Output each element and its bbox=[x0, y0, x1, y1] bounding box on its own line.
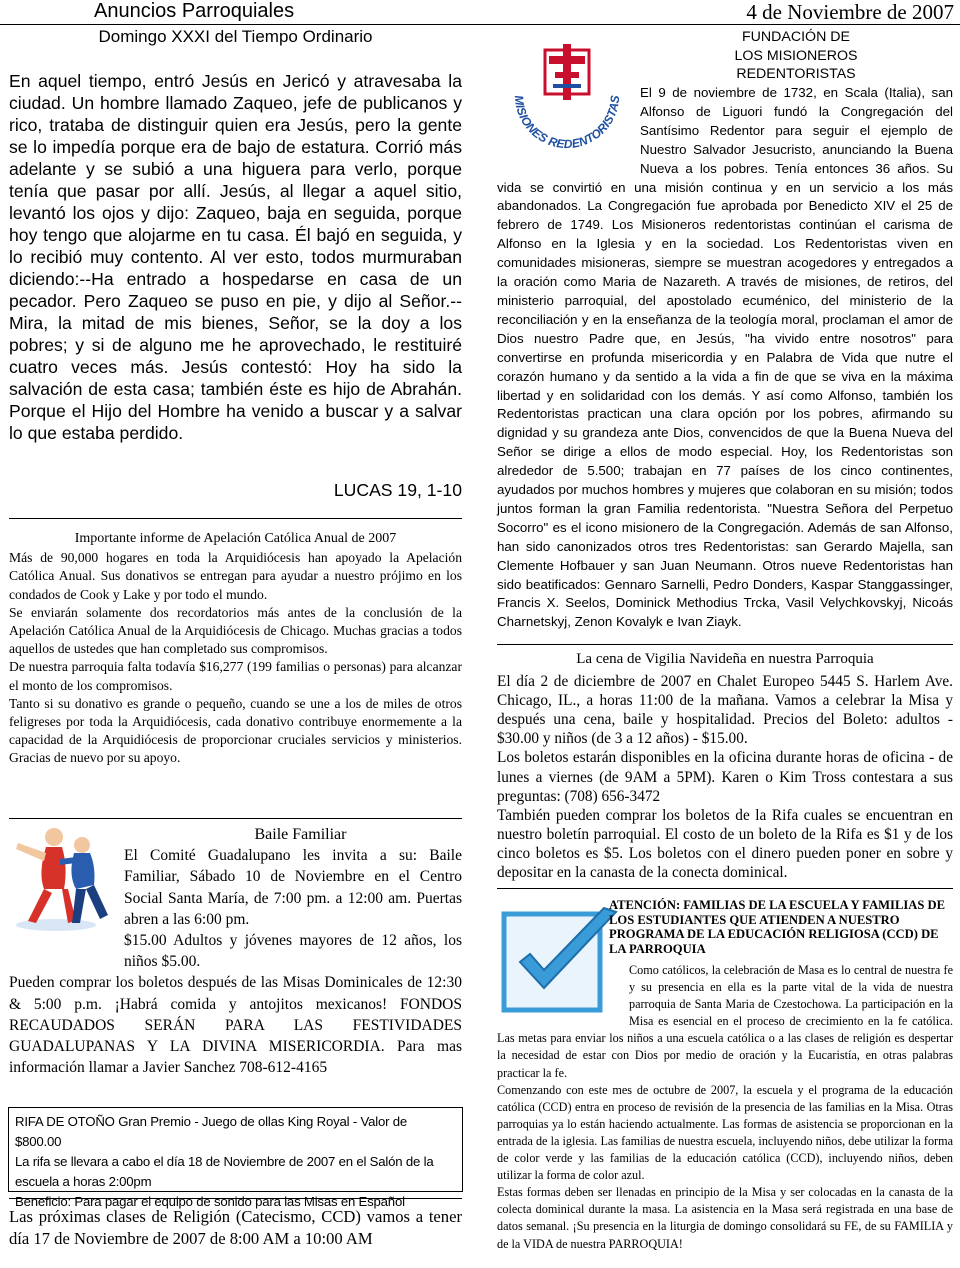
fundacion-title bbox=[640, 28, 952, 84]
section-divider bbox=[497, 888, 953, 889]
section-divider bbox=[9, 1198, 462, 1199]
gospel-reading: En aquel tiempo, entró Jesús en Jericó y atravesaba la ciudad. Un hombre llamado Zaqueo, jefe de publicanos y rico, trataba de distinguir quien era Jesús, pero la gente se lo impedía porque era de bajo de estatura. Corrió más adelante y se subió a una higuera para verlo, porque tenía que pasar por allí. Jesús, al llegar a aquel sitio, levantó los ojos y dijo: Zaqueo, baja en seguida, porque hoy tengo que alojarme en tu casa. Él bajó en seguida, y lo recibió muy contento. Al ver esto, todos murmuraban diciendo:--Ha entrado a hospedarse en casa de un pecador. Pero Zaqueo se puso en pie, y dijo al Señor.--Mira, la mitad de mis bienes, Señor, se la doy a los pobres; y si de alguno me he aprovechado, le restituiré cuatro veces más. Jesús contestó: Hoy ha sido la salvación de esta casa; también éste es hijo de Abrahán. Porque el Hijo del Hombre ha venido a buscar y a salvar lo que estaba perdido. bbox=[9, 71, 462, 443]
atencion-paragraph: Comenzando con este mes de octubre de 2007, la escuela y el programa de la educación católica (CCD) entra en proceso de revisión de la presencia de las familias en la Misa. Otras parroquias ya lo están haciendo actualmente. Las formas de asistencia se proporcionan en la entrada de la iglesia. Las familias de nuestra escuela, incluyendo niños, debe utilizar la forma de color verde y las familias de la educación católica (CCD), incluyendo niños, deben utilizar la forma de color azul. bbox=[497, 1082, 953, 1183]
rifa-line: La rifa se llevara a cabo el día 18 de Noviembre de 2007 en el Salón de la escuela a horas 2:00pm bbox=[15, 1154, 434, 1189]
baile-section bbox=[9, 824, 462, 1078]
catechism-notice: Las próximas clases de Religión (Catecismo, CCD) vamos a tener día 17 de Noviembre de 2007 de 8:00 AM a 10:00 AM bbox=[9, 1207, 462, 1248]
baile-details: El Comité Guadalupano les invita a su: Baile Familiar, Sábado 10 de Noviembre en el Centro Social Santa María, de 7:00 pm. a 12:00 am. Puertas abren a las 6:00 pm. bbox=[124, 847, 462, 928]
cena-section bbox=[497, 650, 953, 882]
section-divider bbox=[9, 518, 462, 519]
baile-tickets: Pueden comprar los boletos después de las Misas Dominicales de 12:30 & 5:00 p.m. ¡Habrá comida y antojitos mexicanos! FONDOS RECAUDADOS SERÁN PARA LAS FESTIVIDADES GUADALUPANAS Y LA DIVINA MISERICORDIA. Para mas información llamar a Javier Sanchez 708-612-4165 bbox=[9, 974, 462, 1077]
fundacion-body bbox=[497, 84, 953, 632]
baile-prices: $15.00 Adultos y jóvenes mayores de 12 años, los niños $5.00. bbox=[124, 932, 462, 971]
cena-paragraph: Los boletos estarán disponibles en la oficina durante horas de oficina - de lunes a viernes (de 9AM a 5PM). Karen o Kim Tross contestara a sus preguntas: (708) 656-3472 bbox=[497, 749, 953, 805]
cena-paragraph: También pueden comprar los boletos de la Rifa cuales se encuentran en nuestro boletín parroquial. El costo de un boleto de la Rifa es $1 y de los cinco boletos es $5. Los boletos con el dinero pueden poner en sobre y depositar en la canasta de la conecta dominical. bbox=[497, 806, 953, 882]
left-header-subtitle: Domingo XXXI del Tiempo Ordinario bbox=[98, 27, 373, 46]
atencion-paragraph: Estas formas deben ser llenadas en principio de la Misa y ser colocadas en la canasta de la colecta dominical durante la masa. La asistencia en la Masa será registrada en una base de datos semanal. ¡Su presencia en la liturgia de domingo consolidará su FE, de su FAMILIA y de la VIDA de nuestra PARROQUIA! bbox=[497, 1185, 953, 1251]
baile-title: Baile Familiar bbox=[254, 826, 347, 843]
appeal-title: Importante informe de Apelación Católica Anual de 2007 bbox=[74, 531, 397, 546]
atencion-body bbox=[497, 962, 953, 1253]
atencion-paragraph: Como católicos, la celebración de Masa es lo central de nuestra fe y su presencia en ella es la parte vital de la vida de nuestra parroquia de Santa Maria de Czestochowa. La participación en la Misa es esencial en el proceso de crecimiento en la fe católica. Las metas para enviar los niños a una escuela católica o a las clases de religión es despertar la necesidad de estar con Dios por medio de oración y la Eucaristía, en otras palabras practicar la fe. bbox=[497, 963, 953, 1080]
fundacion-title-line: FUNDACIÓN DE bbox=[742, 29, 850, 45]
appeal-section bbox=[9, 530, 462, 768]
rifa-line: RIFA DE OTOÑO Gran Premio - Juego de ollas King Royal - Valor de $800.00 bbox=[15, 1114, 408, 1149]
logo-text: MISIONES REDENTORISTAS bbox=[511, 94, 623, 152]
cena-title: La cena de Vigilia Navideña en nuestra Parroquia bbox=[576, 651, 874, 667]
header-rule bbox=[0, 24, 960, 25]
fundacion-title-line: REDENTORISTAS bbox=[736, 66, 856, 82]
appeal-paragraph: De nuestra parroquia falta todavía $16,277 (199 familias o personas) para alcanzar el monto de los compromisos. bbox=[9, 659, 462, 693]
atencion-title: ATENCIÓN: FAMILIAS DE LA ESCUELA Y FAMILIAS DE LOS ESTUDIANTES QUE ATIENDEN A NUESTRO PROGRAMA DE LA EDUCACIÓN RELIGIOSA (CCD) DE LA PARROQUIA bbox=[609, 898, 945, 956]
fundacion-title-line: LOS MISIONEROS bbox=[734, 47, 858, 64]
gospel-reference: LUCAS 19, 1-10 bbox=[333, 480, 462, 500]
section-divider bbox=[9, 818, 462, 819]
rifa-line: Beneficio: Para pagar el equipo de sonido para las Misas en Español bbox=[15, 1194, 405, 1209]
left-header-title: Anuncios Parroquiales bbox=[94, 0, 295, 22]
appeal-paragraph: Más de 90,000 hogares en toda la Arquidiócesis han apoyado la Apelación Católica Anual. Sus donativos se entregan para ayudar a nuestro prójimo en los condados de Cook y Lake y por todo el mundo. bbox=[9, 550, 462, 602]
section-divider bbox=[497, 644, 953, 645]
appeal-paragraph: Tanto si su donativo es grande o pequeño, cuando se une a los de miles de otros feligreses por toda la Arquidiócesis, cada donativo contribuye enormemente a la capacidad de la Arquidiócesis de proporcionar cruciales servicios y ministerios. Gracias de nuevo por su apoyo. bbox=[9, 695, 462, 766]
appeal-paragraph: Se enviarán solamente dos recordatorios más antes de la conclusión de la Apelación Católica Anual de la Arquidiócesis de Chicago. Muchas gracias a todos aquellos de ustedes que han completado sus compromisos. bbox=[9, 604, 462, 657]
rifa-box bbox=[8, 1107, 463, 1209]
cena-paragraph: El día 2 de diciembre de 2007 en Chalet Europeo 5445 S. Harlem Ave. Chicago, IL., a horas 11:00 de la mañana. Vamos a celebrar la Misa y después una cena, baile y hospitalidad. Precios del Boleto: adultos - $30.00 y niños (de 3 a 12 años) - $15.00. bbox=[497, 673, 953, 748]
fundacion-text: El 9 de noviembre de 1732, en Scala (Italia), san Alfonso de Liguori fundó la Congregación del Santísimo Redentor para seguir el ejemplo de Nuestro Salvador Jesucristo, anunciando la Buena Nueva a los pobres. Tenía entonces 36 años. Su vida se convirtió en una misión continua y en un servicio a los más abandonados. La Congregación fue aprobada por Benedicto XIV el 25 de febrero de 1749. Los Misioneros redentoristas continúan el carisma de Alfonso en la Iglesia y en la sociedad. Los Redentoristas viven en comunidades misioneras, siempre se muestran acogedores y entregados a la oración como Maria de Nazareth. A través de misiones, de retiros, del ministerio parroquial, del apostolado ecuménico, del ministerio de la reconciliación y en la enseñanza de la teología moral, proclaman el amor de Dios nuestro Padre que, en Jesús, "ha vivido entre nosotros" para convertirse en profunda misericordia y en Palabra de Vida que nutre el corazón humano y da sentido a la vida a fin de que se viva en la máxima libertad y en solidaridad con los demás. Y así como Alfonso, también los Redentoristas practican una clara opción por los pobres, afirmando su dignidad y su grandeza ante Dios, convencidos de que la Buena Nueva del Señor se dirige a ellos de modo especial. Hoy, los Redentoristas son alrededor de 5.500; trabajan en 77 países de los cinco continentes, ayudados por muchos hombres y mujeres que colaboran en su misión; todos juntos forman la gran Familia redentorista. "Nuestra Señora del Perpetuo Socorro" es el icono misionero de la Congregación. Además de san Alfonso, han sido canonizados otros tres Redentoristas: san Gerardo Majella, san Clemente Hofbauer y san Juan Neumann. Otros nueve Redentoristas han sido beatificados: Gennaro Sarnelli, Pedro Donders, Kaspar Stanggassinger, Francis X. Seelos, Dominick Methodius Trcka, Vasil Velychkovskyj, Nicoás Charnetskyj, Zenon Kovalyk e Ivan Ziayk. bbox=[497, 85, 953, 630]
issue-date: 4 de Noviembre de 2007 bbox=[746, 0, 954, 24]
